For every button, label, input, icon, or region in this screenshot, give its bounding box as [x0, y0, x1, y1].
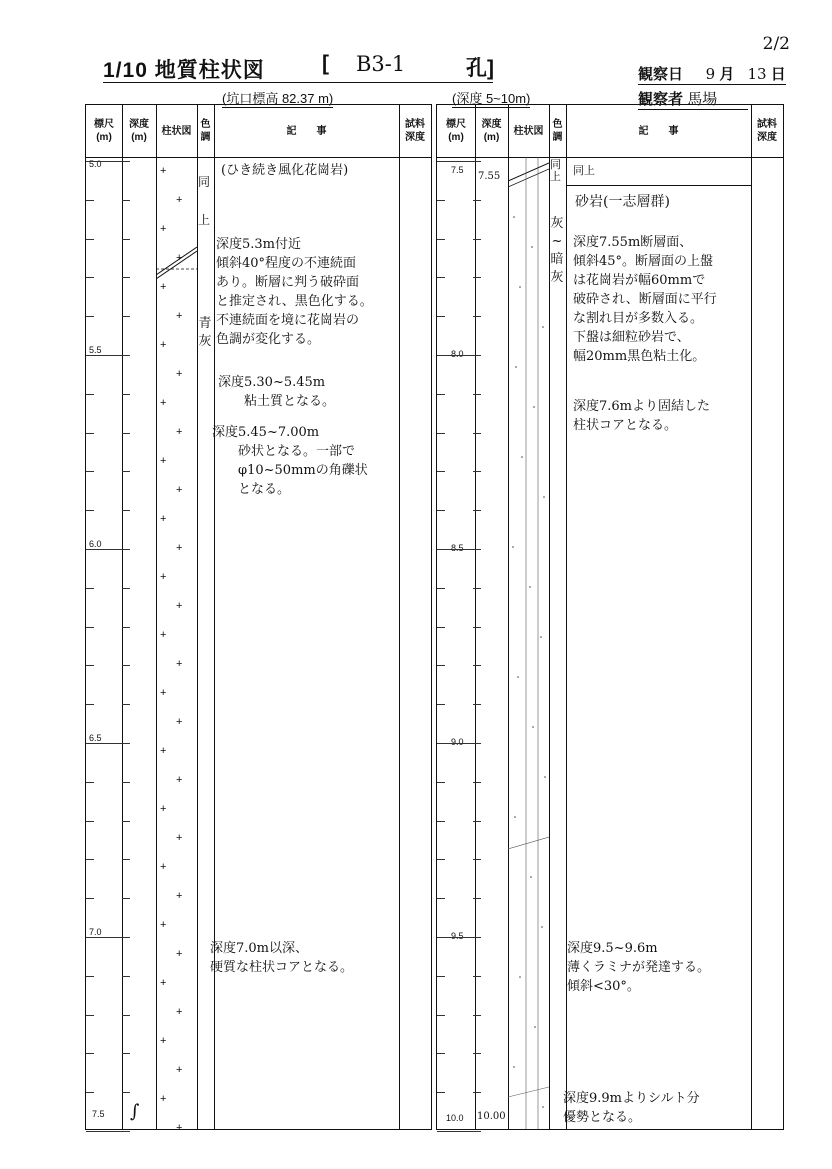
note-divider — [566, 185, 751, 186]
collar-elevation: (坑口標高 82.37 m) — [222, 88, 333, 108]
depth-tick — [122, 510, 130, 511]
scale-tick — [86, 627, 94, 628]
note: 深度9.5~9.6m 薄くラミナが発達する。 傾斜<30°。 — [567, 941, 711, 994]
depth-tick — [122, 200, 130, 201]
granite-symbol: + — [160, 165, 167, 177]
granite-symbol: + — [160, 803, 167, 815]
observation-date-label: 観察日 — [638, 66, 684, 83]
depth-tick — [122, 471, 130, 472]
scale-tick — [437, 782, 445, 783]
observation-month: 9 — [705, 65, 716, 83]
scale-tick — [437, 316, 445, 317]
header-depth: 深度 (m) — [481, 119, 502, 143]
sandstone-pattern — [508, 157, 549, 1129]
depth-tick — [473, 665, 481, 666]
note: 深度9.9mよりシルト分 優勢となる。 — [563, 1091, 700, 1125]
depth-mark: 10.00 — [477, 1111, 506, 1122]
color-tone: 灰~暗灰 — [550, 216, 564, 285]
depth-tick — [122, 782, 130, 783]
color-same-as-above: 同上 — [198, 175, 211, 227]
depth-tick — [122, 161, 130, 162]
depth-tick — [473, 976, 481, 977]
scale-label: 10.0 — [446, 1113, 464, 1123]
depth-tick — [473, 859, 481, 860]
borehole-id: B3-1 — [356, 52, 406, 76]
header-color: 色 調 — [552, 119, 563, 143]
scale-tick — [437, 277, 445, 278]
granite-symbol: + — [160, 223, 167, 235]
scale-tick — [86, 549, 122, 550]
depth-tick — [122, 355, 130, 356]
scale-tick — [86, 588, 94, 589]
scale-tick — [86, 743, 122, 744]
scale-tick — [86, 316, 94, 317]
depth-tick — [473, 743, 481, 744]
granite-symbol: + — [176, 484, 183, 496]
depth-tick — [122, 433, 130, 434]
depth-tick — [122, 627, 130, 628]
granite-symbol: + — [160, 1093, 167, 1105]
scale-label: 7.5 — [92, 1109, 105, 1119]
granite-symbol: + — [176, 426, 183, 438]
discontinuity-sketch — [156, 245, 197, 285]
scale-tick — [437, 1015, 445, 1016]
note: 深度5.45~7.00m 砂状となる。一部で φ10~50mmの角礫状 となる。 — [212, 425, 368, 497]
note: (ひき続き風化花崗岩) — [221, 163, 349, 178]
color-same-as-above: 同上 — [550, 158, 561, 183]
scale-tick — [437, 1131, 473, 1132]
depth-tick — [473, 161, 481, 162]
scale-tick — [437, 394, 445, 395]
header-sample: 試料 深度 — [757, 119, 777, 143]
granite-symbol: + — [160, 339, 167, 351]
scale-tick — [86, 239, 94, 240]
scale-tick — [437, 937, 473, 938]
scale-label: 6.0 — [89, 539, 102, 549]
scale-label: 7.0 — [89, 927, 102, 937]
granite-symbol: + — [160, 629, 167, 641]
depth-tick — [473, 549, 481, 550]
depth-tick — [473, 510, 481, 511]
depth-tick — [122, 277, 130, 278]
scale-tick — [86, 937, 122, 938]
granite-symbol: + — [176, 368, 183, 380]
granite-symbol: + — [176, 890, 183, 902]
scale-tick — [437, 355, 473, 356]
granite-symbol: + — [176, 716, 183, 728]
depth-tick — [473, 433, 481, 434]
observer-name: 馬場 — [687, 90, 718, 108]
depth-tick — [473, 588, 481, 589]
granite-symbol: + — [176, 774, 183, 786]
depth-tick — [122, 316, 130, 317]
depth-tick — [473, 316, 481, 317]
depth-tick — [473, 821, 481, 822]
scale-tick — [86, 898, 94, 899]
header-sample: 試料 深度 — [405, 119, 425, 143]
granite-symbol: + — [176, 832, 183, 844]
depth-tick — [473, 1015, 481, 1016]
scale-tick — [86, 859, 94, 860]
scale-tick — [86, 510, 94, 511]
header-depth: 深度 (m) — [129, 119, 149, 143]
scale-tick — [437, 588, 445, 589]
depth-tick — [473, 355, 481, 356]
depth-tick — [473, 898, 481, 899]
scale-tick — [86, 704, 94, 705]
scale-tick — [86, 355, 122, 356]
log-panel-left — [85, 104, 432, 1134]
scale-label: 9.0 — [451, 737, 464, 747]
depth-tick — [473, 1053, 481, 1054]
note: 深度7.6mより固結した 柱状コアとなる。 — [573, 399, 711, 433]
depth-tick — [122, 937, 130, 938]
depth-tick — [122, 821, 130, 822]
note: 同上 — [573, 164, 595, 177]
header-color: 色 調 — [200, 119, 211, 143]
depth-tick — [122, 743, 130, 744]
depth-tick — [473, 1092, 481, 1093]
note: 深度7.0m以深、 硬質な柱状コアとなる。 — [210, 941, 354, 975]
title-underline — [103, 82, 493, 83]
header-description: 記 事 — [638, 125, 679, 137]
depth-tick — [122, 588, 130, 589]
break-mark: ∫ — [130, 1101, 140, 1122]
granite-symbol: + — [176, 542, 183, 554]
granite-symbol: + — [176, 948, 183, 960]
scale-tick — [437, 549, 473, 550]
granite-symbol: + — [160, 397, 167, 409]
scale-tick — [86, 161, 122, 162]
scale-tick — [437, 510, 445, 511]
scale-tick — [437, 859, 445, 860]
depth-tick — [473, 471, 481, 472]
scale-label: 7.5 — [451, 165, 464, 175]
header-description: 記 事 — [286, 125, 327, 137]
depth-tick — [473, 782, 481, 783]
observation-month-unit: 月 — [719, 66, 735, 83]
scale-tick — [86, 821, 94, 822]
scale-label: 6.5 — [89, 733, 102, 743]
scale-tick — [86, 665, 94, 666]
granite-symbol: + — [176, 600, 183, 612]
scale-tick — [437, 161, 473, 162]
scale-tick — [437, 898, 445, 899]
granite-symbol: + — [176, 1064, 183, 1076]
depth-tick — [473, 239, 481, 240]
borehole-suffix: 孔] — [466, 57, 494, 80]
scale-tick — [437, 665, 445, 666]
scale-tick — [437, 976, 445, 977]
granite-symbol: + — [160, 919, 167, 931]
depth-tick — [122, 1053, 130, 1054]
depth-tick — [473, 704, 481, 705]
scale-tick — [86, 200, 94, 201]
note: 砂岩(一志層群) — [575, 194, 670, 210]
sheet-title: 1/10 地質柱状図 — [103, 59, 265, 82]
granite-symbol: + — [160, 687, 167, 699]
granite-symbol: + — [160, 1035, 167, 1047]
header-scale: 標尺 (m) — [446, 119, 466, 143]
scale-label: 5.0 — [89, 159, 102, 169]
granite-symbol: + — [176, 658, 183, 670]
scale-tick — [437, 239, 445, 240]
header-scale: 標尺 (m) — [94, 119, 114, 143]
granite-symbol: + — [160, 513, 167, 525]
scale-tick — [437, 1053, 445, 1054]
scale-tick — [86, 277, 94, 278]
depth-tick — [122, 859, 130, 860]
granite-symbol: + — [176, 194, 183, 206]
note: 深度7.55m断層面、 傾斜45°。断層面の上盤 は花崗岩が幅60mmで 破砕され、断層面に平行 な割れ目が多数入る。 下盤は細粒砂岩で、 幅20mm黒色粘土化。 — [573, 235, 717, 364]
granite-symbol: + — [160, 745, 167, 757]
observer-label: 観察者 — [638, 91, 684, 108]
scale-tick — [86, 976, 94, 977]
depth-tick — [122, 704, 130, 705]
scale-tick — [437, 200, 445, 201]
scale-tick — [86, 1092, 94, 1093]
granite-symbol: + — [176, 252, 183, 264]
observation-day: 13 — [747, 65, 767, 83]
granite-symbol: + — [176, 1122, 183, 1134]
depth-tick — [473, 1131, 481, 1132]
depth-tick — [122, 1015, 130, 1016]
scale-label: 8.5 — [451, 543, 464, 553]
depth-tick — [473, 277, 481, 278]
scale-tick — [437, 1092, 445, 1093]
depth-tick — [473, 200, 481, 201]
scale-tick — [437, 471, 445, 472]
granite-symbol: + — [160, 861, 167, 873]
depth-tick — [473, 394, 481, 395]
depth-tick — [473, 937, 481, 938]
depth-tick — [473, 627, 481, 628]
log-panel-right — [436, 104, 784, 1130]
scale-tick — [437, 743, 473, 744]
scale-tick — [86, 433, 94, 434]
scale-tick — [437, 627, 445, 628]
depth-tick — [122, 898, 130, 899]
scale-tick — [86, 782, 94, 783]
depth-tick — [122, 239, 130, 240]
scale-tick — [86, 394, 94, 395]
depth-range: (深度 5~10m) — [452, 88, 530, 108]
page-number: 2/2 — [762, 34, 790, 54]
granite-symbol: + — [160, 281, 167, 293]
scale-tick — [437, 433, 445, 434]
observation-date — [638, 63, 786, 85]
scale-label: 8.0 — [451, 349, 464, 359]
depth-tick — [122, 1131, 130, 1132]
granite-symbol: + — [160, 571, 167, 583]
scale-tick — [437, 704, 445, 705]
depth-mark: 7.55 — [478, 171, 501, 182]
note: 深度5.30~5.45m 粘土質となる。 — [218, 375, 336, 409]
depth-tick — [122, 549, 130, 550]
granite-symbol: + — [176, 1006, 183, 1018]
scale-tick — [86, 471, 94, 472]
scale-label: 5.5 — [89, 345, 102, 355]
borehole-bracket: [ — [322, 52, 329, 75]
granite-symbol: + — [160, 977, 167, 989]
header-column: 柱状図 — [161, 125, 192, 137]
scale-label: 9.5 — [451, 931, 464, 941]
observation-day-unit: 日 — [770, 66, 786, 83]
depth-tick — [122, 976, 130, 977]
scale-tick — [86, 1053, 94, 1054]
granite-symbol: + — [176, 310, 183, 322]
color-tone: 青灰 — [198, 316, 212, 349]
depth-tick — [122, 1092, 130, 1093]
scale-tick — [86, 1015, 94, 1016]
header-column: 柱状図 — [513, 125, 544, 137]
depth-tick — [122, 665, 130, 666]
depth-tick — [122, 394, 130, 395]
granite-symbol: + — [160, 455, 167, 467]
scale-tick — [86, 1131, 122, 1132]
scale-tick — [437, 821, 445, 822]
note: 深度5.3m付近 傾斜40°程度の不連続面 あり。断層に判う破砕面 と推定され、黒色化する。 不連続面を境に花崗岩の 色調が変化する。 — [216, 237, 373, 347]
